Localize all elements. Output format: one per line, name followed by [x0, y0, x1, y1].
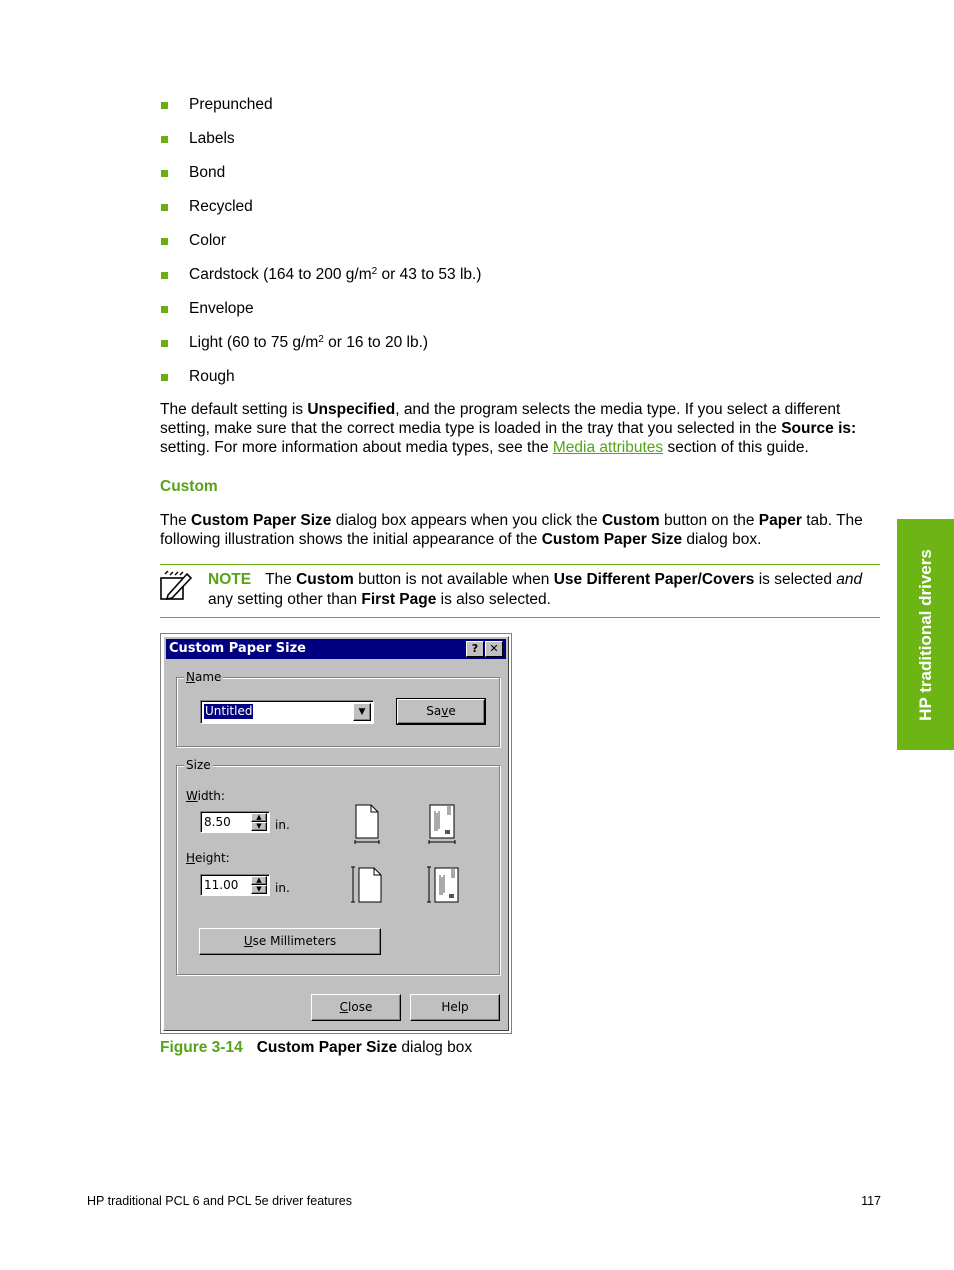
bullet-icon: [161, 136, 168, 143]
height-value: 11.00: [204, 878, 239, 892]
list-item: Envelope: [160, 298, 481, 332]
page-number: 117: [861, 1194, 881, 1208]
portrait-page-height-icon: [350, 865, 384, 905]
chapter-side-tab: HP traditional drivers: [897, 519, 954, 750]
help-button[interactable]: Help: [410, 994, 500, 1021]
list-item: Prepunched: [160, 94, 481, 128]
list-item: Cardstock (164 to 200 $g/m^2$ or 43 to 53 lb.): [160, 264, 481, 298]
bullet-icon: [161, 306, 168, 313]
custom-paper-size-dialog: [163, 636, 509, 1031]
media-attributes-link[interactable]: Media attributes: [552, 439, 664, 456]
spin-down-icon[interactable]: ▼: [251, 885, 267, 894]
help-title-button[interactable]: ?: [466, 641, 484, 657]
bullet-icon: [161, 238, 168, 245]
envelope-height-icon: [426, 865, 460, 905]
name-combobox[interactable]: [200, 700, 374, 724]
list-item: Labels: [160, 128, 481, 162]
default-setting-paragraph: The default setting is Unspecified, and the program selects the media type. If you select a different setting, make sure that the correct media type is loaded in the tray that you selected in the Source is: setting. For more information about media types, see the Media attributes section of this guide.: [160, 401, 857, 456]
name-value: Untitled: [205, 704, 253, 718]
width-spinner[interactable]: [200, 811, 270, 833]
portrait-page-width-icon: [352, 803, 382, 845]
height-label: Height:: [186, 851, 230, 865]
custom-paragraph: The Custom Paper Size dialog box appears when you click the Custom button on the Paper tab. The following illustration shows the initial appearance of the Custom Paper Size dialog box.: [160, 512, 863, 548]
use-millimeters-button[interactable]: Use Millimeters: [199, 928, 381, 955]
size-group-label: Size: [186, 758, 211, 772]
width-label: Width:: [186, 789, 225, 803]
bullet-icon: [161, 340, 168, 347]
note-text: NOTE The Custom button is not available when Use Different Paper/Covers is selected and any setting other than First Page is also selected.: [208, 571, 863, 608]
bullet-icon: [161, 374, 168, 381]
spin-up-icon[interactable]: ▲: [251, 813, 267, 822]
list-item: Bond: [160, 162, 481, 196]
media-type-list: [160, 94, 481, 400]
bullet-icon: [161, 204, 168, 211]
bullet-icon: [161, 102, 168, 109]
footer-title: HP traditional PCL 6 and PCL 5e driver features: [87, 1194, 352, 1208]
save-button[interactable]: Save: [397, 699, 485, 724]
dialog-title: Custom Paper Size: [169, 641, 306, 656]
dropdown-arrow-icon[interactable]: ▼: [353, 703, 371, 721]
list-item: Color: [160, 230, 481, 264]
list-item: Recycled: [160, 196, 481, 230]
width-value: 8.50: [204, 815, 231, 829]
spin-down-icon[interactable]: ▼: [251, 822, 267, 831]
section-heading: Custom: [160, 478, 218, 495]
close-button[interactable]: Close: [311, 994, 401, 1021]
close-title-button[interactable]: ✕: [485, 641, 503, 657]
height-unit: in.: [275, 881, 290, 895]
width-unit: in.: [275, 818, 290, 832]
note-box: [160, 564, 880, 618]
envelope-width-icon: [426, 803, 458, 845]
note-icon: [160, 569, 192, 601]
figure-caption: Figure 3-14 Custom Paper Size dialog box: [160, 1039, 473, 1056]
name-group-label: Name: [186, 670, 222, 684]
dialog-titlebar: [166, 639, 506, 659]
list-item: Rough: [160, 366, 481, 400]
list-item: Light (60 to 75 $g/m^2$ or 16 to 20 lb.): [160, 332, 481, 366]
custom-paper-size-dialog-figure: [160, 633, 512, 1034]
bullet-icon: [161, 272, 168, 279]
height-spinner[interactable]: [200, 874, 270, 896]
spin-up-icon[interactable]: ▲: [251, 876, 267, 885]
bullet-icon: [161, 170, 168, 177]
